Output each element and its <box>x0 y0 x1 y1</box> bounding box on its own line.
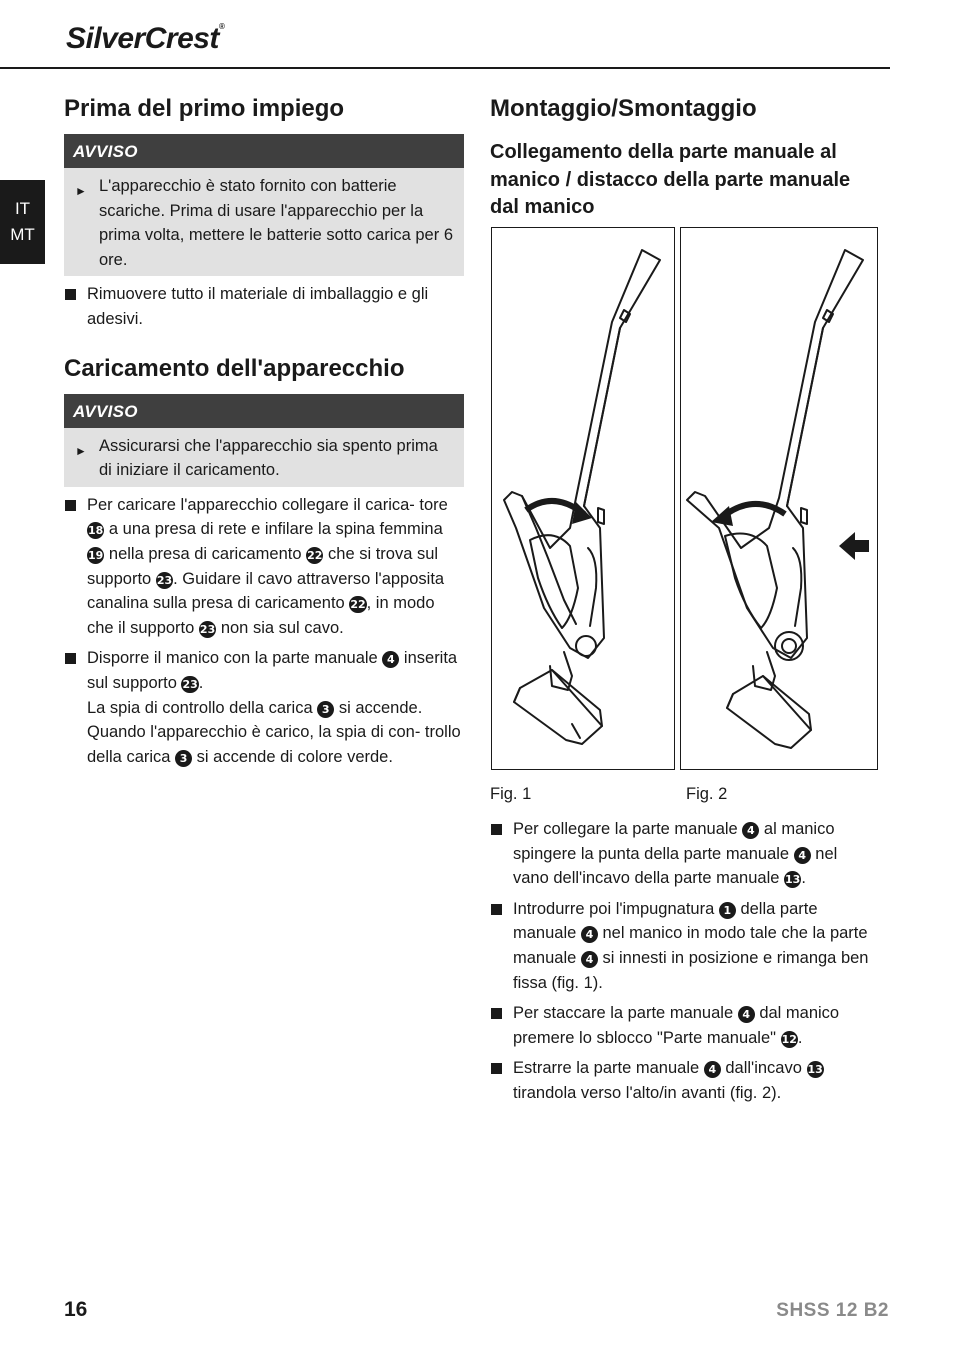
text: . <box>198 673 204 692</box>
callout-number: 4 <box>742 822 759 839</box>
notice-label: AVVISO <box>64 394 464 428</box>
text: nel manico in modo tale che la parte manuale <box>513 924 868 967</box>
text: . Guidare il cavo attraverso l'apposita canalina sulla presa di caricamento <box>87 569 445 613</box>
text: a una presa di rete e infilare la spina femmina <box>108 520 443 539</box>
text: nella presa di caricamento <box>108 544 302 563</box>
instruction-list <box>64 282 464 331</box>
notice-box <box>64 134 464 276</box>
callout-number: 4 <box>704 1061 721 1078</box>
text: , in modo che il supporto <box>87 594 435 637</box>
instruction-list <box>490 817 875 1106</box>
text: si accende. Quando l'apparecchio è carico, la spia di con- trollo della carica <box>87 698 461 766</box>
section-title-assembly: Montaggio/Smontaggio <box>490 95 757 122</box>
arrow-right-icon: ► <box>75 443 87 458</box>
text: tirandola verso l'alto/in avanti (fig. 2). <box>513 1083 782 1102</box>
figure-1-caption: Fig. 1 <box>490 785 532 803</box>
text: nel vano dell'incavo della parte manuale <box>513 844 838 888</box>
callout-number: 12 <box>781 1032 797 1046</box>
section-title-charging: Caricamento dell'apparecchio <box>64 354 405 382</box>
vacuum-cleaner-illustration <box>492 228 674 769</box>
section-title-first-use: Prima del primo impiego <box>64 95 345 122</box>
text: Disporre il manico con la parte manuale <box>87 649 378 668</box>
brand-name: SilverCrest <box>66 22 219 55</box>
notice-body <box>64 428 464 487</box>
list-item <box>490 897 875 995</box>
figure-2-caption: Fig. 2 <box>686 785 728 803</box>
callout-number: 23 <box>156 573 173 587</box>
callout-number: 13 <box>785 873 801 887</box>
callout-number: 1 <box>719 902 736 919</box>
text: inserita sul supporto <box>87 649 458 692</box>
text: dal manico premere lo sblocco "Parte manuale" <box>513 1004 840 1047</box>
callout-number: 4 <box>581 951 598 968</box>
text: Per caricare l'apparecchio collegare il carica- tore <box>87 495 448 514</box>
text: si accende di colore verde. <box>196 747 393 766</box>
text: . <box>801 869 806 888</box>
model-number: SHSS 12 B2 <box>776 1300 889 1321</box>
text: . <box>797 1028 803 1047</box>
instruction-list <box>64 493 464 770</box>
list-item <box>490 1001 875 1050</box>
text: della parte manuale <box>513 899 818 943</box>
callout-number: 4 <box>794 847 811 864</box>
text: non sia sul cavo. <box>220 618 344 637</box>
list-item-text: Rimuovere tutto il materiale di imballaggio e gli adesivi. <box>87 285 429 328</box>
text: Introdurre poi l'impugnatura <box>513 899 715 918</box>
right-column <box>490 92 880 222</box>
list-item <box>64 493 464 641</box>
callout-number: 13 <box>807 1063 823 1077</box>
callout-number: 22 <box>307 548 323 562</box>
callout-number: 18 <box>88 524 104 538</box>
figure-1 <box>491 227 675 770</box>
language-it: IT <box>14 199 31 218</box>
left-column <box>64 92 464 769</box>
callout-number: 4 <box>382 651 399 668</box>
header-rule <box>0 67 890 69</box>
notice-box <box>64 394 464 487</box>
text: Per collegare la parte manuale <box>513 820 738 838</box>
page-number: 16 <box>64 1298 88 1321</box>
notice-label: AVVISO <box>64 134 464 168</box>
text: Per staccare la parte manuale <box>513 1004 734 1023</box>
subsection-title: Collegamento della parte manuale al manico / distacco della parte manuale dal manico <box>490 141 851 218</box>
language-mt: MT <box>10 225 35 244</box>
callout-number: 3 <box>175 750 192 767</box>
list-item <box>490 817 875 891</box>
callout-number: 4 <box>581 926 598 943</box>
vacuum-cleaner-illustration <box>681 228 877 769</box>
language-tab <box>0 180 45 264</box>
text: dall'incavo <box>725 1059 802 1078</box>
text: al manico spingere la punta della parte manuale <box>513 820 835 863</box>
arrow-right-icon: ► <box>75 184 87 198</box>
text: Estrarre la parte manuale <box>513 1059 700 1078</box>
callout-number: 22 <box>350 598 366 612</box>
callout-number: 3 <box>317 701 334 718</box>
callout-number: 4 <box>738 1006 755 1023</box>
callout-number: 23 <box>199 622 216 636</box>
callout-number: 23 <box>182 677 198 691</box>
text: si innesti in posizione e rimanga ben fissa (fig. 1). <box>513 948 869 992</box>
text: che si trova sul supporto <box>87 544 439 588</box>
notice-text: Assicurarsi che l'apparecchio sia spento prima di iniziare il caricamento. <box>99 436 438 480</box>
registered-mark: ® <box>218 22 225 31</box>
list-item <box>64 282 464 331</box>
figure-2 <box>680 227 878 770</box>
notice-body <box>64 168 464 276</box>
list-item <box>490 1056 875 1105</box>
callout-number: 19 <box>88 548 104 562</box>
brand-logo <box>66 22 224 56</box>
text: La spia di controllo della carica <box>87 698 313 717</box>
list-item <box>64 646 464 769</box>
notice-text: L'apparecchio è stato fornito con batterie scariche. Prima di usare l'apparecchio per la prima volta, mettere le batterie sotto carica per 6 ore. <box>99 177 453 269</box>
